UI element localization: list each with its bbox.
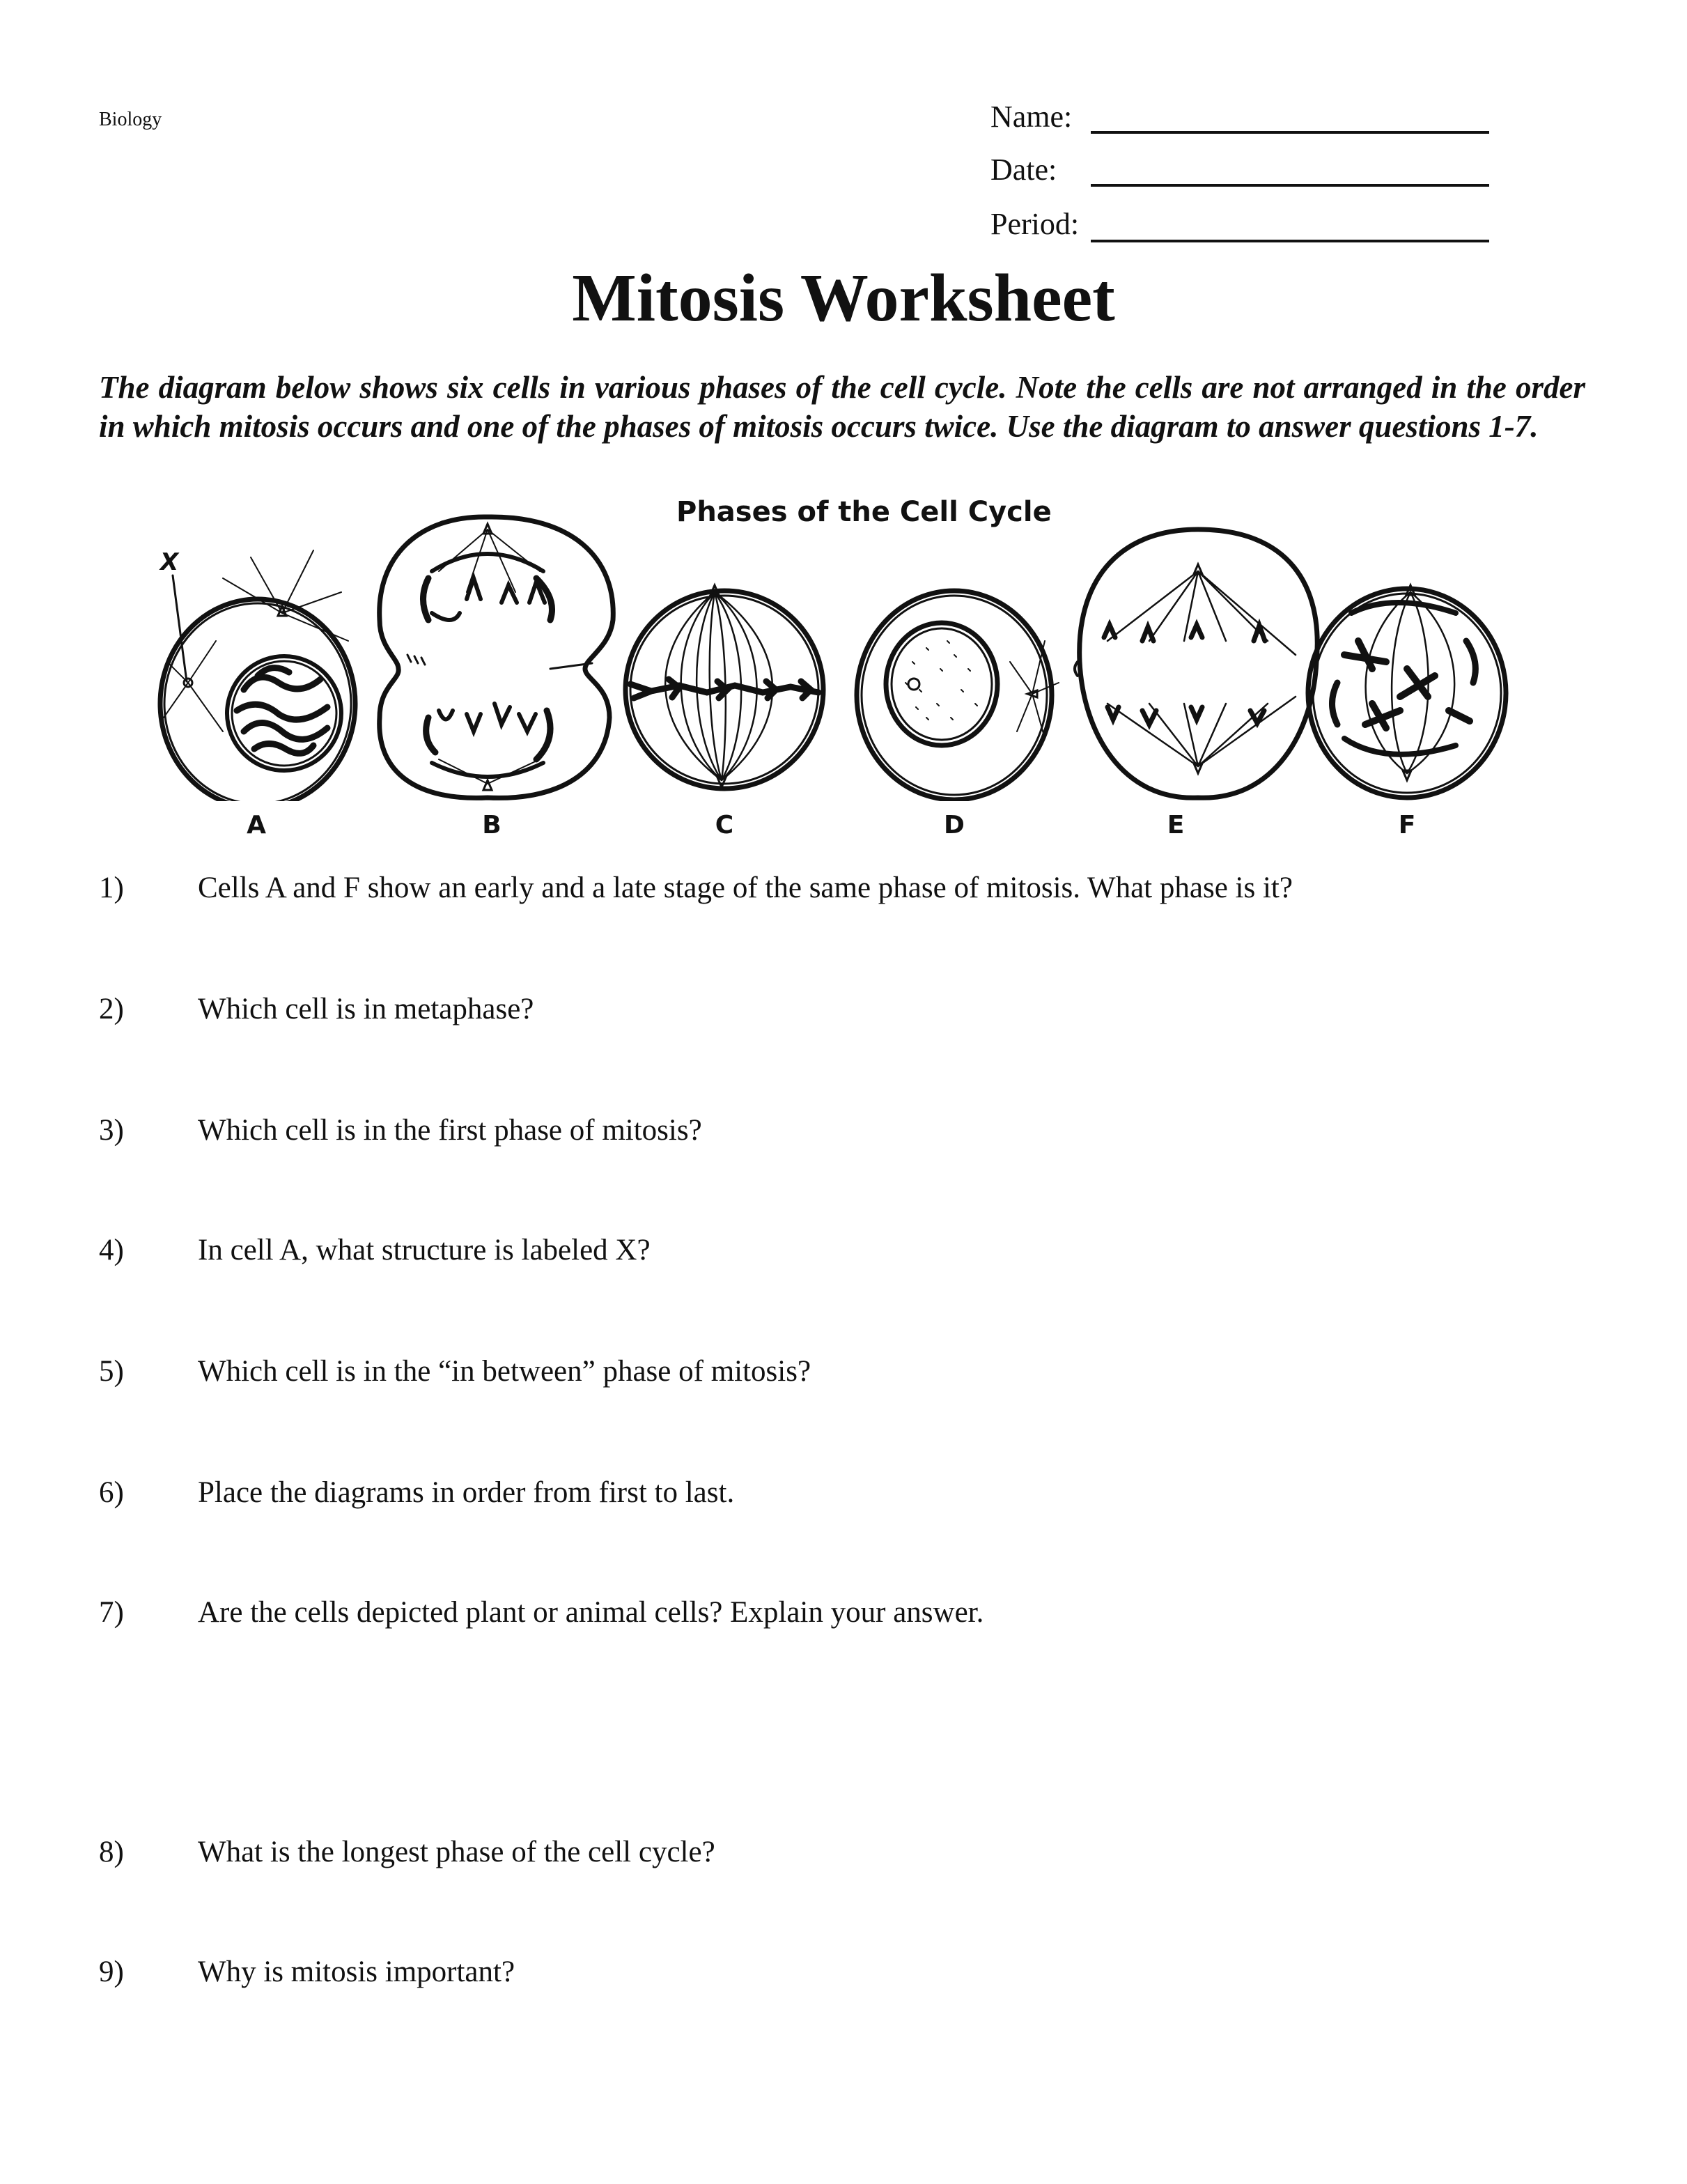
question-text: What is the longest phase of the cell cycle? (198, 1836, 715, 1868)
question-number: 3) (99, 1114, 124, 1147)
cell-label-c: C (715, 811, 734, 839)
question-text: Are the cells depicted plant or animal cells? Explain your answer. (198, 1596, 984, 1629)
question-number: 7) (99, 1596, 124, 1629)
diagram-title: Phases of the Cell Cycle (676, 496, 1052, 528)
question-number: 5) (99, 1355, 124, 1388)
cell-label-e: E (1167, 811, 1185, 839)
name-label: Name: (990, 100, 1073, 134)
question-text: In cell A, what structure is labeled X? (198, 1234, 651, 1267)
cell-e-illustration (1075, 529, 1317, 798)
question-text: Which cell is in the “in between” phase of mitosis? (198, 1355, 811, 1388)
question-number: 8) (99, 1836, 124, 1868)
date-label: Date: (990, 153, 1057, 187)
cell-label-a: A (247, 811, 266, 839)
period-label: Period: (990, 207, 1080, 241)
cell-b-illustration (380, 517, 614, 798)
cell-label-d: D (944, 811, 965, 839)
question-text: Place the diagrams in order from first to last. (198, 1476, 735, 1509)
question-text: Which cell is in metaphase? (198, 993, 534, 1025)
cell-c-illustration (625, 585, 823, 789)
course-label: Biology (99, 109, 162, 130)
date-blank[interactable] (1091, 184, 1489, 187)
cell-a-illustration (159, 548, 355, 801)
question-number: 1) (99, 872, 124, 904)
cell-label-f: F (1398, 811, 1416, 839)
name-blank[interactable] (1091, 131, 1489, 134)
question-number: 9) (99, 1955, 124, 1988)
cell-f-illustration (1308, 585, 1506, 798)
question-number: 2) (99, 993, 124, 1025)
cell-cycle-diagram (139, 502, 1532, 801)
question-text: Why is mitosis important? (198, 1955, 515, 1988)
cell-d-illustration (857, 591, 1059, 800)
question-number: 4) (99, 1234, 124, 1267)
page-title: Mitosis Worksheet (572, 261, 1115, 336)
pointer-label-x: X (160, 548, 179, 576)
instructions: The diagram below shows six cells in various phases of the cell cycle. Note the cells are not arranged in the order in which mitosis occurs and one of the phases of mitosis occurs twice. Use the diagram to answer questions 1-7. (99, 370, 1585, 444)
question-number: 6) (99, 1476, 124, 1509)
question-text: Which cell is in the first phase of mitosis? (198, 1114, 702, 1147)
period-blank[interactable] (1091, 240, 1489, 242)
cell-label-b: B (482, 811, 502, 839)
question-text: Cells A and F show an early and a late stage of the same phase of mitosis. What phase is it? (198, 872, 1293, 904)
